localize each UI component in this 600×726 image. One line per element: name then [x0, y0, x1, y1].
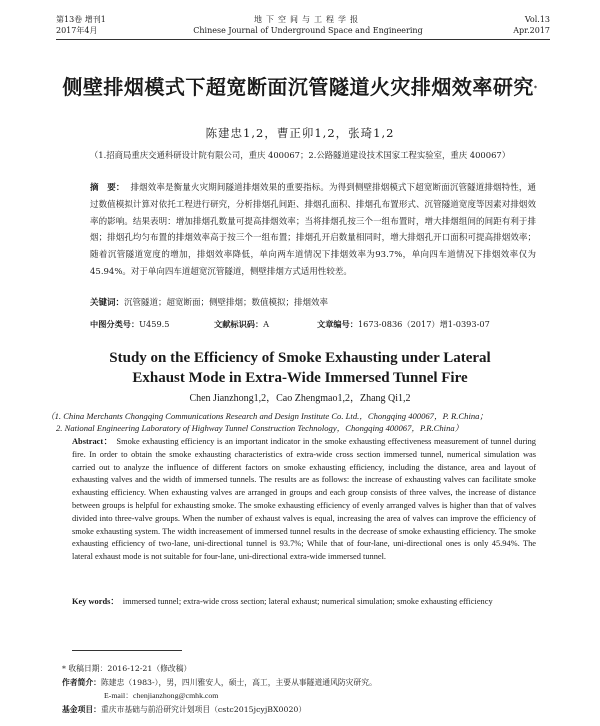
chinese-authors: 陈建忠1,2，曹正卯1,2，张琦1,2 [205, 126, 395, 140]
english-title: Study on the Efficiency of Smoke Exhausting under Lateral Exhaust Mode in Extra-Wide Immersed Tunnel Fire [109, 350, 491, 386]
chinese-keywords-label: 关键词： [90, 298, 125, 308]
footnote-received: * 收稿日期：2016-12-21（修改稿） [62, 664, 192, 673]
header-date: Vol.13 Apr.2017 [513, 15, 550, 35]
chinese-title: 侧壁排烟模式下超宽断面沉管隧道火灾排烟效率研究* [62, 75, 538, 99]
article-number: 文章编号：1673-0836（2017）增1-0393-07 [317, 319, 490, 329]
footnote-rule [72, 650, 182, 651]
chinese-abstract-text: 排烟效率是衡量火灾期间隧道排烟效果的重要指标。为得到侧壁排烟模式下超宽断面沉管隧道排烟特性，通过数值模拟计算对依托工程进行研究，分析排烟孔间距、排烟孔面积、排烟孔布置形式、沉管隧道宽度等因素对排烟效率的影响。结果表明：增加排烟孔数量可提高排烟效率；当将排烟孔按三个一组布置时，增大排烟组间的间距有利于排烟；排烟孔均匀布置的排烟效率高于按三个一组布置；排烟孔开启数量相同时，增大排烟孔开口面积可提高排烟效率；随着沉管隧道宽度的增加，排烟效率降低，单向两车道情况下排烟效率为93.7%，单向四车道情况下排烟效率仅为45.94%。对于单向四车道超宽沉管隧道，侧壁排烟方式适用性较差。 [90, 183, 536, 277]
english-abstract-label: Abstract： [72, 437, 113, 446]
document-code: 文献标识码：A [214, 319, 270, 329]
footnote-author: 作者简介：陈建忠（1983-），男，四川雅安人，硕士，高工，主要从事隧道通风防灾研究。 [62, 678, 377, 687]
title-footnote-mark: * [533, 85, 538, 92]
footnote-email: E-mail：chenjianzhong@cmhk.com [104, 691, 219, 700]
english-authors: Chen Jianzhong1,2，Cao Zhengmao1,2，Zhang Qi1,2 [189, 393, 411, 404]
chinese-keywords-text: 沉管隧道；超宽断面；侧壁排烟；数值模拟；排烟效率 [124, 298, 329, 308]
running-header [56, 14, 550, 40]
chinese-abstract [90, 180, 536, 281]
footnote-fund: 基金项目：重庆市基础与前沿研究计划项目（cstc2015jcyjBX0020） [62, 705, 307, 714]
english-affiliation: （1. China Merchants Chongqing Communications Research and Design Institute Co. Ltd.，Chongqing 400067，P. R.China； 2. National Engineering Laboratory of Highway Tunnel Construction Technology，Chongqing 400067，P.R.China） [46, 411, 489, 433]
header-rule [56, 39, 550, 40]
english-keywords [72, 596, 536, 609]
chinese-affiliation: （1.招商局重庆交通科研设计院有限公司，重庆 400067；2.公路隧道建设技术国家工程实验室，重庆 400067） [89, 150, 511, 160]
chinese-abstract-label: 摘 要： [90, 183, 125, 193]
english-abstract [72, 436, 536, 564]
header-volume: 第13卷 增刊1 2017年4月 [56, 15, 106, 35]
english-abstract-text: Smoke exhausting efficiency is an important indicator in the smoke exhausting effectiveness measurement of tunnel during fire. In order to obtain the smoke exhausting characteristics of extra-wide cross section immersed tunnel, numerical simulation was carried out to analyze the influence of different factors on smoke exhausting efficiency, including the distance, area and layout of exhausting valves and the width of immersed tunnels. The results are as follows: the increase of exhausting valves can facilitate smoke exhausting efficiency. When exhausting valves are arranged in groups and each group consists of three valves, the increase of distance between groups is helpful for exhausting smoke. The smoke exhausting efficiency of evenly arranged valves is higher than that of valves divided into three-valve groups. When the number of exhaust valves is equal, increasing the area of valves can improve the efficiency of smoke exhausting system. The width increasement of immersed tunnel results in the decrease of smoke exhausting efficiency. The smoke exhausting efficiency of two-lane, uni-directional tunnel is 93.7%; While that of four-lane, uni-directional ones is only 45.94%. The lateral exhaust mode is not suitable for four-lane, uni-directional extra-wide immersed tunnel. [72, 437, 536, 562]
clc-number: 中图分类号：U459.5 [90, 319, 170, 329]
english-keywords-label: Key words： [72, 597, 119, 606]
english-keywords-text: immersed tunnel; extra-wide cross section; lateral exhaust; numerical simulation; smoke exhausting efficiency [122, 597, 493, 606]
header-journal: 地下空间与工程学报 Chinese Journal of Underground Space and Engineering [193, 15, 423, 35]
chinese-keywords [90, 297, 536, 309]
